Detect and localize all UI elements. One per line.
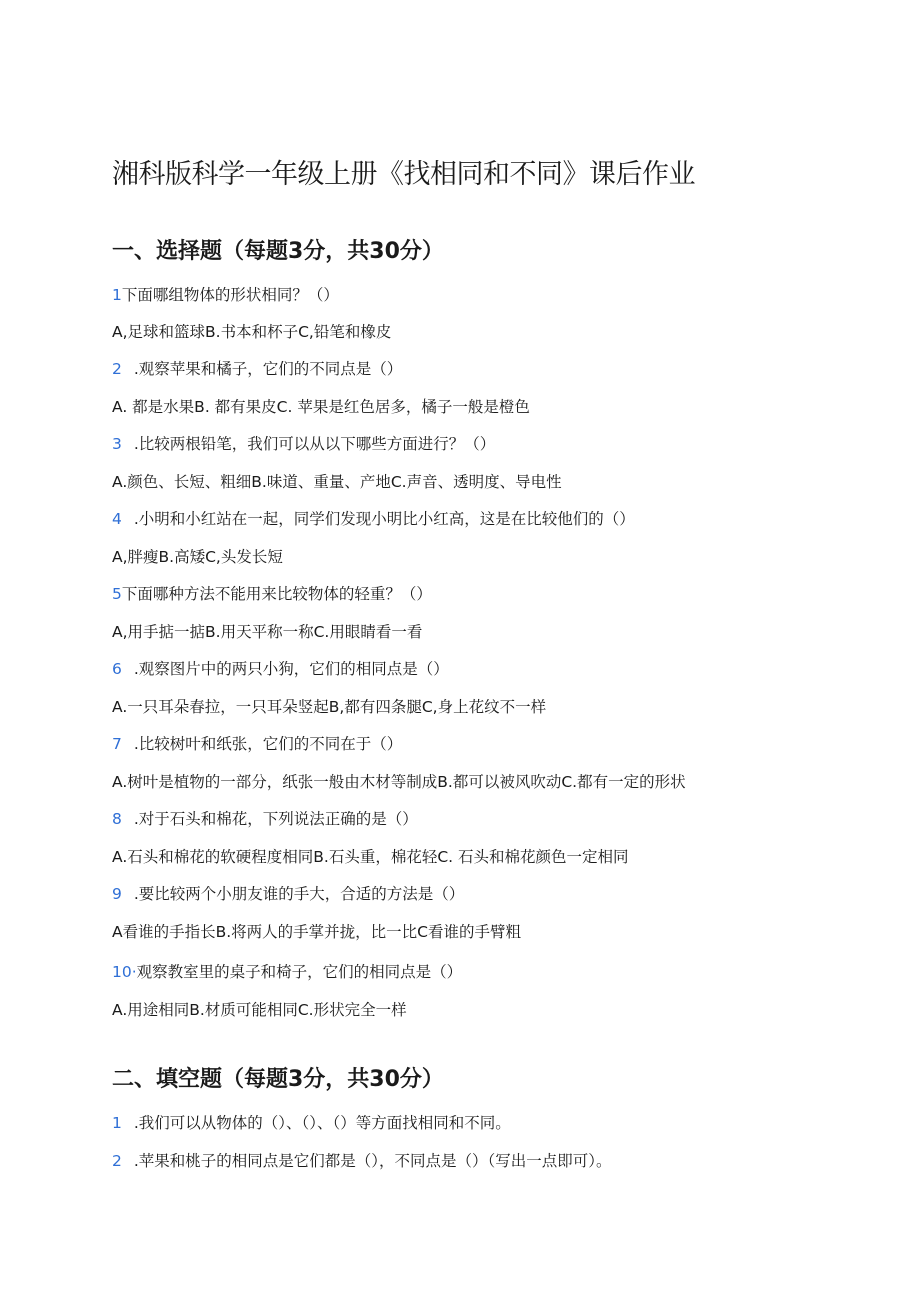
question-1-options: A,足球和篮球B.书本和杯子C,铅笔和橡皮 (112, 323, 392, 341)
question-number: 2 (112, 1152, 122, 1170)
question-text: 下面哪种方法不能用来比较物体的轻重？（） (121, 585, 432, 603)
question-9 (112, 884, 464, 904)
fill-in-question-2 (112, 1151, 612, 1171)
question-number: 9 (112, 885, 122, 903)
question-number: 1 (112, 1114, 122, 1132)
question-text: .比较两根铅笔，我们可以从以下哪些方面进行？（） (133, 435, 496, 453)
question-text: 下面哪组物体的形状相同？（） (121, 286, 339, 304)
question-number: 10· (112, 963, 137, 981)
question-4-options: A,胖瘦B.高矮C,头发长短 (112, 548, 283, 566)
question-number: 1 (112, 286, 122, 304)
question-text: .观察苹果和橘子，它们的不同点是（） (133, 360, 403, 378)
question-2 (112, 359, 402, 379)
question-6 (112, 659, 449, 679)
question-number: 4 (112, 510, 122, 528)
question-9-options: A看谁的手指长B.将两人的手掌并拢，比一比C看谁的手臂粗 (112, 923, 521, 941)
question-text: .小明和小红站在一起，同学们发现小明比小红高，这是在比较他们的（） (133, 510, 635, 528)
question-7 (112, 734, 402, 754)
question-number: 7 (112, 735, 122, 753)
question-5-options: A,用手掂一掂B.用天平称一称C.用眼睛看一看 (112, 623, 423, 641)
question-8-options: A.石头和棉花的软硬程度相同B.石头重，棉花轻C. 石头和棉花颜色一定相同 (112, 848, 629, 866)
question-3-options: A.颜色、长短、粗细B.味道、重量、产地C.声音、透明度、导电性 (112, 473, 562, 491)
question-5 (112, 584, 432, 604)
question-number: 5 (112, 585, 122, 603)
question-text: .苹果和桃子的相同点是它们都是（），不同点是（）（写出一点即可）。 (133, 1152, 612, 1170)
question-10-options: A.用途相同B.材质可能相同C.形状完全一样 (112, 1001, 407, 1019)
question-8 (112, 809, 418, 829)
question-text: .要比较两个小朋友谁的手大，合适的方法是（） (133, 885, 465, 903)
question-1 (112, 285, 339, 305)
question-text: .比较树叶和纸张，它们的不同在于（） (133, 735, 403, 753)
question-6-options: A.一只耳朵春拉，一只耳朵竖起B,都有四条腿C,身上花纹不一样 (112, 698, 547, 716)
fill-in-question-1 (112, 1113, 511, 1133)
question-number: 2 (112, 360, 122, 378)
question-text: .我们可以从物体的（）、（）、（）等方面找相同和不同。 (133, 1114, 511, 1132)
question-4 (112, 509, 635, 529)
question-3 (112, 434, 495, 454)
question-2-options: A. 都是水果B. 都有果皮C. 苹果是红色居多，橘子一般是橙色 (112, 398, 530, 416)
question-number: 3 (112, 435, 122, 453)
question-text: .对于石头和棉花，下列说法正确的是（） (133, 810, 418, 828)
question-number: 8 (112, 810, 122, 828)
section-heading-fill-in: 二、填空题（每题3分，共30分） (112, 1067, 444, 1092)
question-number: 6 (112, 660, 122, 678)
question-7-options: A.树叶是植物的一部分，纸张一般由木材等制成B.都可以被风吹动C.都有一定的形状 (112, 773, 686, 791)
question-text: 观察教室里的桌子和椅子，它们的相同点是（） (136, 963, 463, 981)
question-text: .观察图片中的两只小狗，它们的相同点是（） (133, 660, 449, 678)
page-title: 湘科版科学一年级上册《找相同和不同》课后作业 (112, 159, 695, 190)
section-heading-multiple-choice: 一、选择题（每题3分，共30分） (112, 239, 444, 264)
question-10 (112, 962, 462, 982)
